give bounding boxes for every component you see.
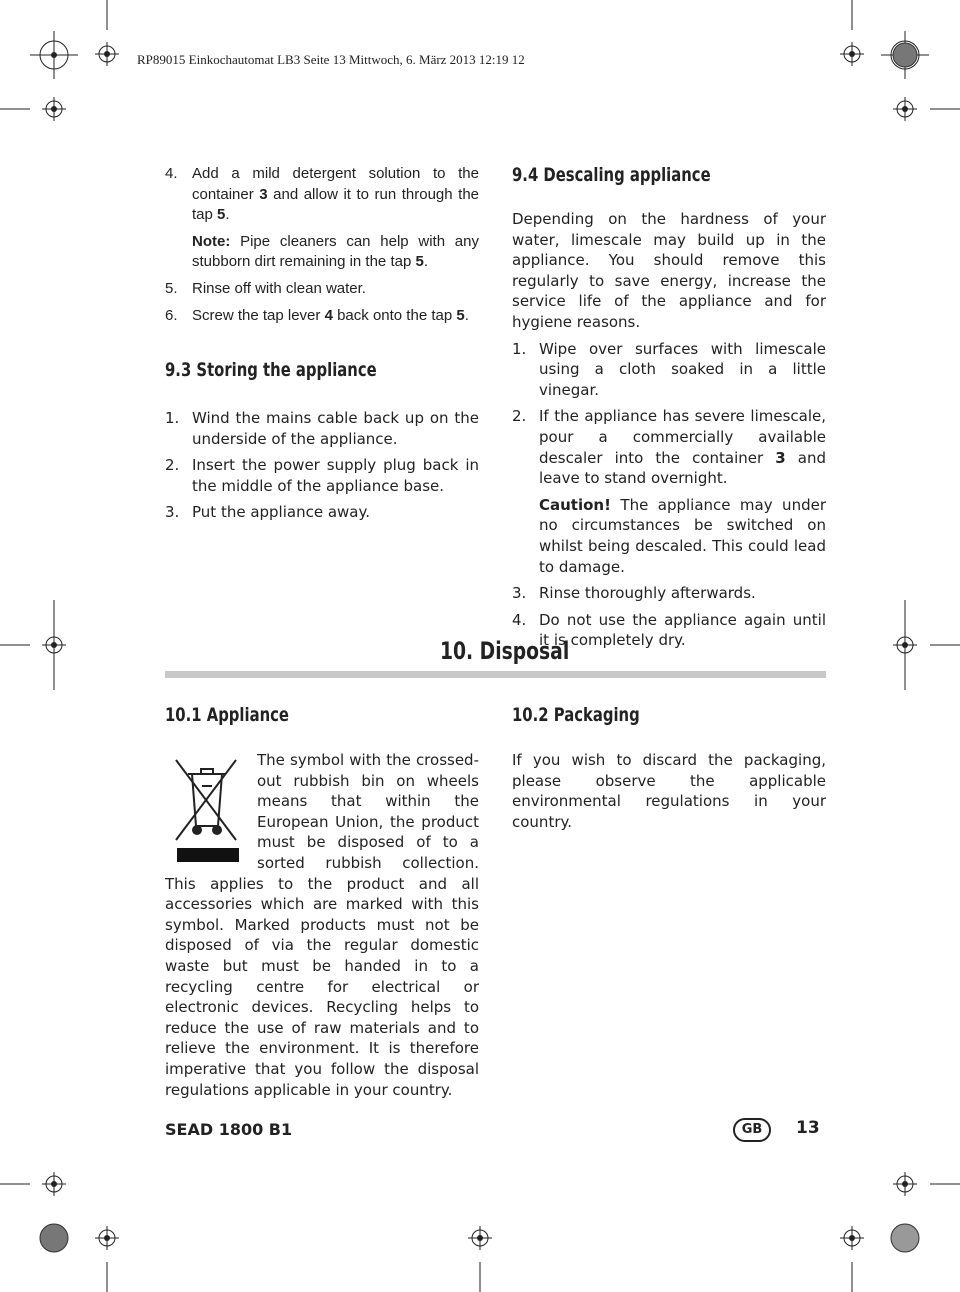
icon-spacer: [165, 750, 257, 864]
note: Note: Pipe cleaners can help with any stubborn dirt remaining in the tap 5.: [192, 232, 479, 271]
left-column-top: [165, 164, 479, 332]
footer-model: SEAD 1800 B1: [165, 1120, 293, 1139]
list-item: 4. Do not use the appliance again until it is completely dry.: [512, 610, 826, 650]
chapter-rule: [165, 671, 826, 678]
section-9-3-list: [165, 408, 479, 529]
section-heading-10-1: 10.1 Appliance: [165, 704, 289, 726]
country-badge: GB: [733, 1118, 771, 1142]
print-slug: RP89015 Einkochautomat LB3 Seite 13 Mittwoch, 6. März 2013 12:19 12: [137, 52, 525, 67]
list-item: 2. If the appliance has severe limescale, pour a commercially available descaler into the container 3 and leave to stand overnight.: [512, 407, 826, 488]
section-heading-9-3: 9.3 Storing the appliance: [165, 359, 377, 381]
list-item: 3. Put the appliance away.: [165, 503, 370, 522]
list-item: 2. Insert the power supply plug back in the middle of the appliance base.: [165, 456, 479, 495]
caution-note: Caution! The appliance may under no circumstances be switched on whilst being descaled. This could lead to damage.: [539, 495, 826, 576]
list-item: 3. Rinse thoroughly afterwards.: [512, 584, 756, 603]
intro-paragraph: Depending on the hardness of your water, limescale may build up in the appliance. You should remove this regularly to save energy, increase the service life of the appliance and for hygiene reasons.: [512, 210, 826, 331]
page-number: 13: [796, 1118, 820, 1138]
list-item: 6. Screw the tap lever 4 back onto the tap 5.: [165, 306, 469, 324]
list-item: 5. Rinse off with clean water.: [165, 279, 366, 297]
list-item: 4. Add a mild detergent solution to the container 3 and allow it to run through the tap 5.: [165, 165, 480, 224]
section-10-1-text: The symbol with the crossed-out rubbish bin on wheels means that within the European Union, the product must be disposed of to a sorted rubbish collection. This applies to the product and all accessories which are marked with this symbol. Marked products must not be disposed of via the regular domestic waste but must be handed in to a recycling centre for electrical or electronic devices. Recycling helps to reduce the use of raw materials and to relieve the environment. It is therefore imperative that you follow the disposal regulations applicable in your country.: [165, 751, 479, 1099]
section-heading-9-4: 9.4 Descaling appliance: [512, 164, 711, 186]
list-item: 1. Wind the mains cable back up on the underside of the appliance.: [165, 409, 479, 448]
chapter-heading-disposal: 10. Disposal: [440, 637, 570, 665]
list-item: 1. Wipe over surfaces with limescale using a cloth soaked in a little vinegar.: [512, 339, 826, 399]
section-9-4-body: [512, 209, 826, 657]
section-heading-10-2: 10.2 Packaging: [512, 704, 640, 726]
section-10-2-text: If you wish to discard the packaging, please observe the applicable environmental regulations in your country.: [512, 751, 826, 831]
